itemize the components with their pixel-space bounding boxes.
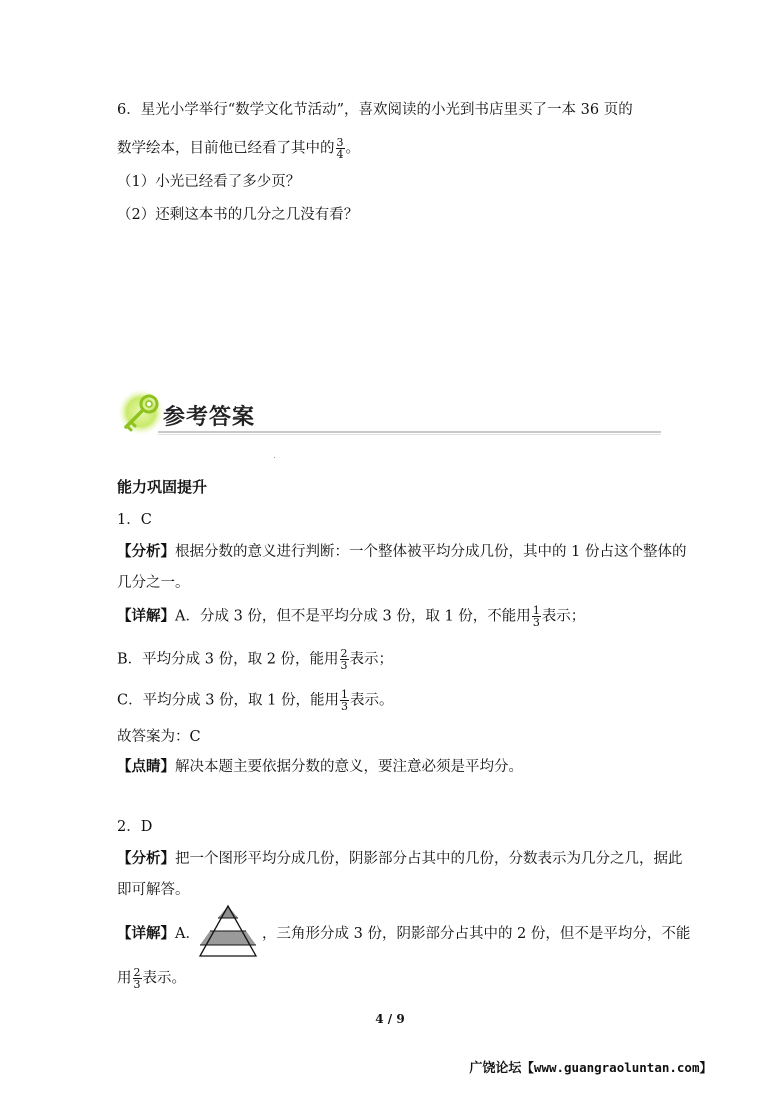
fraction-denominator: 3 [133, 978, 141, 991]
a2-detail-a-pre: A． [175, 926, 200, 942]
a2-detail-a-post: ，三角形分成 3 份，阴影部分占其中的 2 份，但不是平均分，不能 [262, 926, 691, 942]
page-number: 4 / 9 [375, 1012, 405, 1026]
answer-banner-title: 参考答案 [163, 405, 256, 430]
a2-label: 2．D [117, 819, 153, 835]
banner-divider-shadow [158, 434, 661, 435]
a2-detail-a2-post: 表示。 [142, 970, 186, 987]
a1-analysis-line2: 几分之一。 [117, 575, 190, 591]
section-title: 能力巩固提升 [117, 478, 208, 496]
a1-detail-a-pre: A．分成 3 份，但不是平均分成 3 份，取 1 份，不能用 [175, 608, 531, 625]
banner-divider [158, 431, 661, 433]
q6-line2-post: 。 [345, 140, 360, 157]
a1-detail-c-post: 表示。 [349, 692, 394, 709]
fraction-numerator: 2 [133, 966, 141, 979]
stray-dot [274, 457, 275, 458]
detail-tag: 【详解】 [117, 607, 175, 625]
fraction-denominator: 3 [532, 616, 540, 629]
tip-tag: 【点睛】 [117, 758, 175, 775]
a2-analysis-text1: 把一个图形平均分成几份，阴影部分占其中的几份，分数表示为几分之几，据此 [175, 851, 683, 867]
a2-analysis-line2: 即可解答。 [117, 882, 190, 898]
fraction-numerator: 3 [336, 136, 344, 149]
a1-detail-b-pre: B．平均分成 3 份，取 2 份，能用 [117, 651, 339, 668]
a1-analysis-text1: 根据分数的意义进行判断：一个整体被平均分成几份，其中的 1 份占这个整体的 [175, 544, 687, 560]
a1-detail-b [117, 648, 393, 671]
fraction-numerator: 2 [340, 647, 348, 660]
analysis-tag: 【分析】 [117, 850, 175, 867]
fraction-one-third [532, 605, 541, 628]
footer-site: 广饶论坛 [469, 1061, 522, 1076]
fraction-two-thirds [340, 648, 349, 671]
fraction-numerator: 1 [340, 688, 348, 701]
a1-tip [117, 757, 523, 777]
q6-line2-pre: 数学绘本，目前他已经看了其中的 [117, 140, 335, 157]
fraction-two-thirds [133, 967, 142, 990]
a1-analysis-line1 [117, 542, 686, 562]
analysis-tag: 【分析】 [117, 543, 175, 560]
a1-tip-text: 解决本题主要依据分数的意义，要注意必须是平均分。 [175, 759, 523, 775]
a1-detail-c [117, 689, 393, 712]
fraction-denominator: 3 [340, 700, 348, 713]
a1-detail-a [117, 605, 585, 628]
footer-url: 【www.guangraoluntan.com】 [521, 1060, 712, 1075]
a2-analysis-line1 [117, 849, 683, 869]
a2-detail-a2-pre: 用 [117, 970, 132, 987]
footer-watermark [469, 1057, 712, 1076]
fraction-denominator: 3 [340, 659, 348, 672]
a2-detail-a [117, 924, 200, 944]
fraction-numerator: 1 [532, 604, 540, 617]
q6-line1: 6．星光小学举行“数学文化节活动”，喜欢阅读的小光到书店里买了一本 36 页的 [117, 102, 633, 118]
detail-tag: 【详解】 [117, 925, 175, 942]
a2-detail-a2 [117, 967, 186, 990]
a1-detail-a-post: 表示； [541, 608, 586, 625]
a1-detail-b-post: 表示； [349, 651, 394, 668]
fraction-one-third [340, 689, 349, 712]
fraction-three-quarters [336, 137, 345, 160]
q6-sub2: （2）还剩这本书的几分之几没有看？ [117, 207, 359, 223]
q6-line2 [117, 137, 360, 160]
a1-detail-c-pre: C．平均分成 3 份，取 1 份，能用 [117, 692, 339, 709]
a1-answer: 故答案为：C [117, 729, 201, 745]
triangle-figure-icon [198, 904, 258, 958]
fraction-denominator: 4 [336, 148, 344, 161]
q6-sub1: （1）小光已经看了多少页？ [117, 174, 301, 190]
a1-label: 1．C [117, 512, 152, 528]
